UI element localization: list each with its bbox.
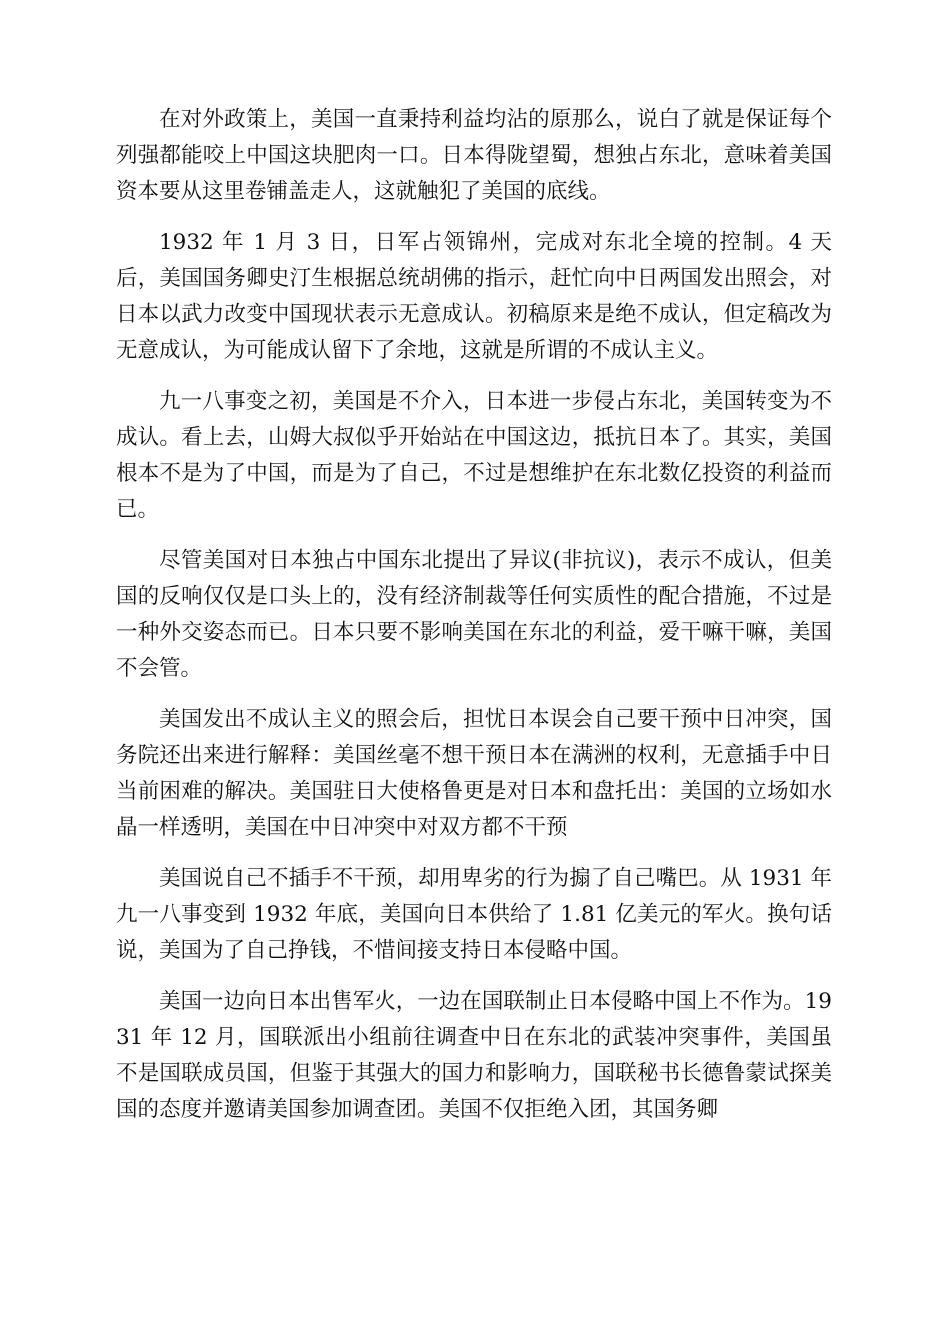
paragraph-7: 美国一边向日本出售军火，一边在国联制止日本侵略中国上不作为。1931 年 12 月，国联派出小组前往调查中日在东北的武装冲突事件，美国虽不是国联成员国，但鉴于其强大的国力和影响力，国联秘书长德鲁蒙试探美国的态度并邀请美国参加调查团。美国不仅拒绝入团，其国务卿 <box>116 989 832 1122</box>
paragraph-3: 九一八事变之初，美国是不介入，日本进一步侵占东北，美国转变为不成认。看上去，山姆大叔似乎开始站在中国这边，抵抗日本了。其实，美国根本不是为了中国，而是为了自己，不过是想维护在东北数亿投资的利益而已。 <box>116 389 832 522</box>
paragraph-4: 尽管美国对日本独占中国东北提出了异议(非抗议)，表示不成认，但美国的反响仅仅是口头上的，没有经济制裁等任何实质性的配合措施，不过是一种外交姿态而已。日本只要不影响美国在东北的利益，爱干嘛干嘛，美国不会管。 <box>116 548 832 681</box>
paragraph-1: 在对外政策上，美国一直秉持利益均沾的原那么，说白了就是保证每个列强都能咬上中国这块肥肉一口。日本得陇望蜀，想独占东北，意味着美国资本要从这里卷铺盖走人，这就触犯了美国的底线。 <box>116 107 832 204</box>
paragraph-5: 美国发出不成认主义的照会后，担忧日本误会自己要干预中日冲突，国务院还出来进行解释：美国丝毫不想干预日本在满洲的权利，无意插手中日当前困难的解决。美国驻日大使格鲁更是对日本和盘托出：美国的立场如水晶一样透明，美国在中日冲突中对双方都不干预 <box>116 707 832 840</box>
document-body <box>116 102 832 1143</box>
paragraph-2: 1932 年 1 月 3 日，日军占领锦州，完成对东北全境的控制。4 天后，美国国务卿史汀生根据总统胡佛的指示，赶忙向中日两国发出照会，对日本以武力改变中国现状表示无意成认。初稿原来是绝不成认，但定稿改为无意成认，为可能成认留下了余地，这就是所谓的不成认主义。 <box>116 230 832 363</box>
paragraph-6: 美国说自己不插手不干预，却用卑劣的行为搧了自己嘴巴。从 1931 年九一八事变到 1932 年底，美国向日本供给了 1.81 亿美元的军火。换句话说，美国为了自己挣钱，不惜间接支持日本侵略中国。 <box>116 866 832 963</box>
